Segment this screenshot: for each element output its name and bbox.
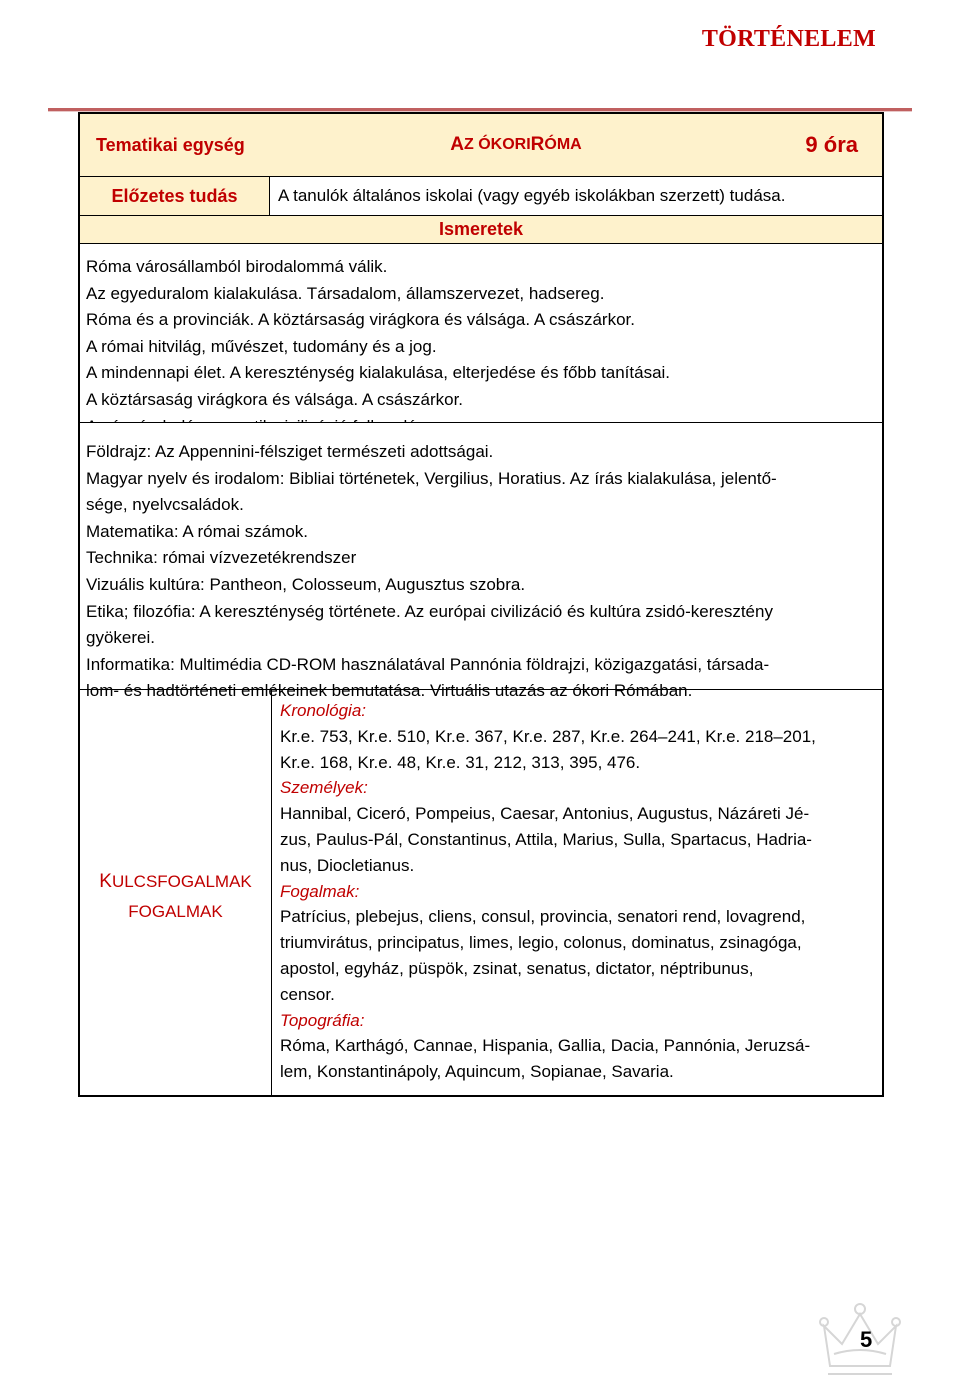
prior-knowledge-row bbox=[80, 177, 882, 216]
knowledge-item: A mindennapi élet. A kereszténység kialakulása, elterjedése és főbb tanításai. bbox=[86, 363, 671, 383]
connection-line bbox=[86, 492, 777, 519]
connection-text: gyökerei. bbox=[86, 628, 155, 648]
connection-subject: Technika: bbox=[86, 548, 158, 568]
connection-text: A kereszténység története. Az európai civilizáció és kultúra zsidó-keresztény bbox=[195, 601, 773, 621]
connection-line bbox=[86, 545, 777, 572]
persons-line: zus, Paulus-Pál, Constantinus, Attila, Marius, Sulla, Spartacus, Hadria- bbox=[280, 829, 812, 849]
connection-line bbox=[86, 519, 777, 546]
connection-subject: Vizuális kultúra: bbox=[86, 574, 205, 594]
concepts-line: Patrícius, plebejus, cliens, consul, provincia, senatori rend, lovagrend, bbox=[280, 907, 806, 927]
connection-line bbox=[86, 625, 777, 652]
concepts-label: Fogalmak: bbox=[280, 881, 360, 901]
persons-line: nus, Diocletianus. bbox=[280, 855, 415, 875]
connection-text: Bibliai történetek, Vergilius, Horatius. Az írás kialakulása, jelentő- bbox=[284, 468, 777, 488]
knowledge-item: A köztársaság virágkora és válsága. A császárkor. bbox=[86, 389, 464, 409]
concepts-line: triumvirátus, principatus, limes, legio, colonus, dominatus, zsinagóga, bbox=[280, 933, 802, 953]
knowledge-item: Róma és a provinciák. A köztársaság virágkora és válsága. A császárkor. bbox=[86, 310, 635, 330]
connection-text: A római számok. bbox=[178, 521, 309, 541]
connection-text: sége, nyelvcsaládok. bbox=[86, 495, 244, 515]
unit-hours: 9 óra bbox=[805, 132, 858, 157]
topography-label: Topográfia: bbox=[280, 1010, 365, 1030]
document-header-title: TÖRTÉNELEM bbox=[701, 26, 876, 52]
connection-text: Multimédia CD-ROM használatával Pannónia földrajzi, közigazgatási, társada- bbox=[174, 654, 770, 674]
connection-line bbox=[86, 652, 777, 679]
chronology-line: Kr.e. 168, Kr.e. 48, Kr.e. 31, 212, 313, 395, 476. bbox=[280, 752, 641, 772]
connection-text: római vízvezetékrendszer bbox=[157, 548, 357, 568]
knowledge-item: A római hitvilág, művészet, tudomány és a jog. bbox=[86, 336, 437, 356]
persons-label: Személyek: bbox=[280, 778, 368, 798]
chronology-line: Kr.e. 753, Kr.e. 510, Kr.e. 367, Kr.e. 287, Kr.e. 264–241, Kr.e. 218–201, bbox=[280, 726, 816, 746]
connections-row bbox=[80, 423, 882, 701]
knowledge-heading: Ismeretek bbox=[438, 219, 524, 239]
connection-line bbox=[86, 439, 777, 466]
prior-knowledge-label: Előzetes tudás bbox=[80, 177, 270, 215]
knowledge-list bbox=[80, 244, 678, 422]
knowledge-item: Róma városállamból birodalommá válik. bbox=[86, 257, 388, 276]
keywords-label bbox=[80, 690, 272, 1095]
topography-line: Róma, Karthágó, Cannae, Hispania, Gallia, Dacia, Pannónia, Jeruzsá- bbox=[280, 1036, 811, 1056]
unit-title bbox=[270, 114, 762, 176]
keywords-label-line2: FOGALMAK bbox=[128, 901, 223, 921]
chronology-list bbox=[280, 724, 874, 776]
keywords-label-cap: K bbox=[99, 870, 112, 892]
knowledge-row bbox=[80, 244, 882, 423]
topography-list bbox=[280, 1033, 874, 1085]
connection-text: lom- és hadtörténeti emlékeinek bemutatása. Virtuális utazás az ókori Rómában. bbox=[86, 681, 693, 701]
connection-line bbox=[86, 466, 777, 493]
unit-label: Tematikai egység bbox=[80, 114, 270, 176]
keywords-row bbox=[80, 690, 882, 1095]
connection-subject: Informatika: bbox=[86, 654, 175, 674]
prior-knowledge-text: A tanulók általános iskolai (vagy egyéb iskolákban szerzett) tudása. bbox=[270, 177, 882, 215]
connection-text: Az Appennini-félsziget természeti adottságai. bbox=[151, 442, 494, 461]
unit-title-end: ÓMA bbox=[544, 136, 582, 153]
curriculum-table bbox=[78, 112, 884, 1097]
connection-text: Pantheon, Colosseum, Augusztus szobra. bbox=[204, 574, 526, 594]
persons-line: Hannibal, Ciceró, Pompeius, Caesar, Antonius, Augustus, Názáreti Jé- bbox=[280, 804, 810, 824]
keywords-body bbox=[272, 690, 882, 1095]
connection-subject: Földrajz: bbox=[86, 442, 152, 461]
unit-row bbox=[80, 114, 882, 177]
connection-subject: Matematika: bbox=[86, 521, 179, 541]
knowledge-heading-row bbox=[80, 216, 882, 244]
concepts-list bbox=[280, 904, 874, 1007]
connections-list bbox=[80, 423, 785, 701]
knowledge-item: Az egyeduralom kialakulása. Társadalom, államszervezet, hadsereg. bbox=[86, 283, 605, 303]
connection-line bbox=[86, 599, 777, 626]
chronology-label: Kronológia: bbox=[280, 701, 367, 720]
page-number: 5 bbox=[860, 1327, 873, 1352]
unit-title-mid: Z ÓKORI bbox=[464, 136, 531, 153]
connection-line bbox=[86, 572, 777, 599]
unit-title-cap-r: R bbox=[530, 134, 545, 155]
concepts-line: censor. bbox=[280, 984, 335, 1004]
topography-line: lem, Konstantinápoly, Aquincum, Sopianae, Savaria. bbox=[280, 1062, 674, 1082]
connection-subject: Magyar nyelv és irodalom: bbox=[86, 468, 285, 488]
connection-subject: Etika; filozófia: bbox=[86, 601, 196, 621]
unit-title-cap-a: A bbox=[450, 134, 464, 155]
persons-list bbox=[280, 801, 874, 878]
concepts-line: apostol, egyház, püspök, zsinat, senatus, dictator, néptribunus, bbox=[280, 958, 754, 978]
keywords-label-rest: ULCSFOGALMAK bbox=[111, 871, 252, 891]
